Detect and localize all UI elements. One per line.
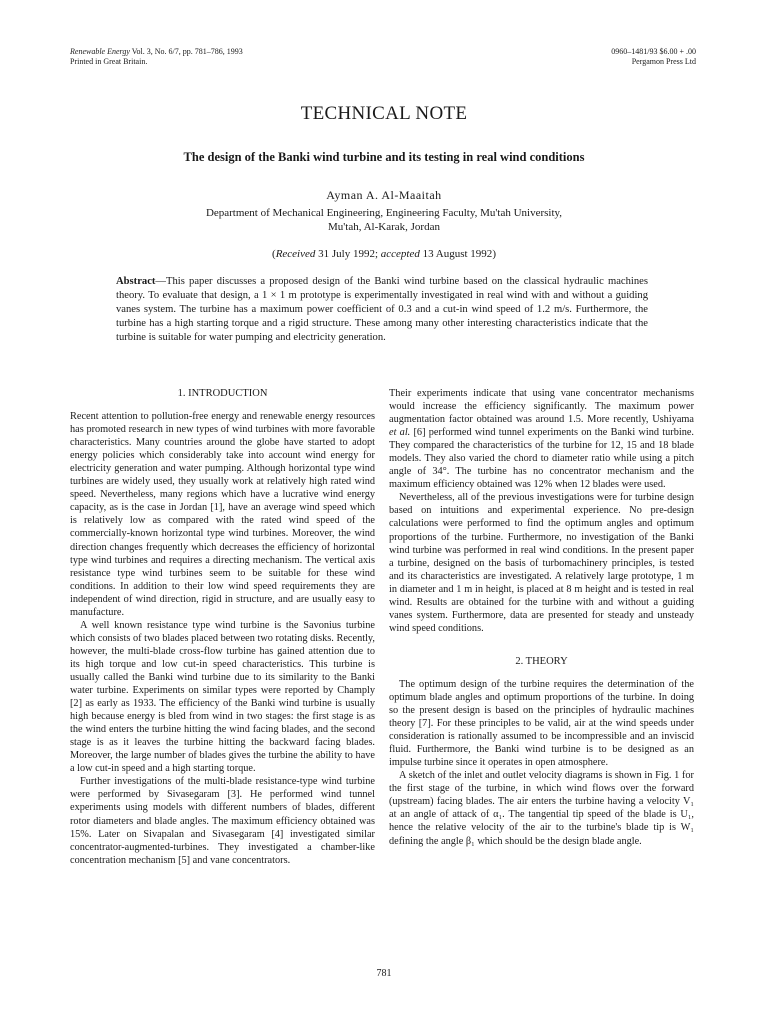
journal-citation (70, 47, 243, 67)
abstract (116, 275, 648, 345)
affiliation (100, 206, 668, 234)
right-column (389, 387, 694, 848)
received-date: 31 July 1992; (315, 248, 381, 260)
intro-paragraph-1: Recent attention to pollution-free energy and renewable energy resources has promoted research in new types of wind turbines with more favorable characteristics. Many countries around the globe have started to adopt energy policies which considerably take into account wind energy for electricity generation and water pumping. Although horizontal type wind turbines are widely used, they usually work at relatively high rated wind speed. Nevertheless, many regions which have a lucrative wind energy capacity, as is the case in Jordan [1], have an average wind speed which is relatively low as compared with the rated wind speed of the commercially-known horizontal type wind turbines. Moreover, the wind direction changes frequently which decreases the efficiency of horizontal type wind turbines and requires a directing mechanism. The vertical axis resistance type wind turbines seem to be suitable for these wind conditions. In addition to their low wind speed requirements they are independent of wind direction, rigid in structure, and are usually easy to manufacture. (70, 411, 375, 618)
issn-block (611, 47, 696, 67)
received-label: Received (275, 248, 316, 260)
abstract-label: Abstract (116, 276, 156, 287)
intro-paragraph-5: Nevertheless, all of the previous investigations were for turbine design based on intuitions and experimental experience. No pre-design calculations were performed to find the optimum angles and optimum proportions of the turbine. Furthermore, no investigation of the Banki wind turbine was performed in real wind conditions. In the present paper a turbine, designed on the basis of turbomachinery principles, is tested and its characteristics are investigated. A relatively large prototype, 1 m in diameter and 1 m in height, is placed at 8 m height and is tested in real wind. Results are obtained for the turbine with and without a guiding vanes system. Furthermore, data are presented for steady and unsteady wind speed conditions. (389, 492, 694, 634)
abstract-text: —This paper discusses a proposed design of the Banki wind turbine based on the classical hydraulic machines theory. To evaluate that design, a 1 × 1 m prototype is experimentally investigated in real wind with and without a guiding vanes system. The turbine has a maximum power coefficient of 0.3 and a cut-in wind speed of 1.2 m/s. Furthermore, the turbine has a high starting torque and a rigid structure. These among many other interesting characteristics indicate that the turbine is suitable for water pumping and electricity generation. (116, 276, 648, 343)
printed-note: Printed in Great Britain. (70, 57, 148, 66)
theory-heading: 2. THEORY (515, 655, 568, 667)
affiliation-line-1: Department of Mechanical Engineering, Engineering Faculty, Mu'tah University, (205, 207, 563, 219)
theory-paragraph-2: A sketch of the inlet and outlet velocity diagrams is shown in Fig. 1 for the first stage of the turbine, in which wind flows over the forward (upstream) facing blades. The air enters the turbine having a velocity V₁ at an angle of attack of α₁. The tangential tip speed of the blade is U₁, hence the relative velocity of the air to the turbine's blade tip is W₁ defining the angle β₁ which should be the design blade angle. (389, 770, 694, 847)
issn: 0960–1481/93 $6.00 + .00 (611, 47, 696, 56)
left-column (70, 387, 375, 867)
theory-paragraph-1: The optimum design of the turbine requires the determination of the optimum blade angles and optimum proportions of the turbine. In doing so the present design is based on the principles of hydraulic machines theory [7]. For these principles to be valid, air at the wind speeds under consideration is rationally assumed to be incompressible and an inviscid fluid. Furthermore, the Banki wind turbine is to be designed as an impulse turbine since it operates in open atmosphere. (389, 678, 694, 769)
received-accepted-dates: (Received 31 July 1992; accepted 13 August 1992) (272, 248, 496, 260)
para4-text-b: [6] performed wind tunnel experiments on the Banki wind turbine. They compared the characteristics of the turbine for 12, 15 and 18 blade models. They also varied the chord to diameter ratio while using a pitch angle of 34°. The turbine has no concentrator mechanism and the maximum efficiency obtained was 12% when 12 blades were used. (389, 427, 695, 491)
page-number: 781 (376, 968, 392, 979)
volume-info: Vol. 3, No. 6/7, pp. 781–786, 1993 (129, 47, 243, 56)
paper-title: The design of the Banki wind turbine and its testing in real wind conditions (183, 150, 585, 164)
author-name: Ayman A. Al-Maaitah (326, 188, 442, 202)
journal-name: Renewable Energy (70, 47, 130, 56)
introduction-heading: 1. INTRODUCTION (177, 388, 268, 399)
publisher: Pergamon Press Ltd (631, 57, 696, 66)
intro-paragraph-4 (389, 387, 694, 491)
intro-paragraph-2: A well known resistance type wind turbine is the Savonius turbine which consists of two blades placed between two rotating disks. Recently, however, the multi-blade cross-flow turbine has gained attention due to its high torque and low cut-in speed characteristics. This turbine is usually called the Banki wind turbine due to its similarity to the Banki water turbine. Experiments on similar types were reported by Champly [2] as early as 1933. The efficiency of the Banki wind turbine is usually high because energy is bled from wind in two stages: the first stage is as the wind enters the turbine hitting the wind facing blades, and the second stage is as it leaves the turbine hitting the backward facing blades. Moreover, the large number of blades gives the turbine the ability to have a low cut-in speed and a high starting torque. (70, 619, 375, 775)
et-al: et al. (389, 427, 411, 439)
accepted-label: accepted (380, 248, 420, 260)
section-type: TECHNICAL NOTE (300, 103, 468, 124)
intro-paragraph-3: Further investigations of the multi-blade resistance-type wind turbine were performed by Sivasegaram [3]. He performed wind tunnel experiments using models with different numbers of blades, different rotor diameters and blade angles. The maximum efficiency obtained was 15%. Later on Sivapalan and Sivasegaram [4] investigated similar concentrator-augmented-turbines. They investigated a chamber-like concentration mechanism [5] and vane concentrators. (70, 776, 375, 866)
para4-text-a: Their experiments indicate that using vane concentrator mechanisms would increase the efficiency significantly. The maximum power augmentation factor obtained was around 1.5. More recently, Ushiyama (389, 388, 694, 426)
accepted-date: 13 August 1992 (419, 248, 493, 260)
affiliation-line-2: Mu'tah, Al-Karak, Jordan (328, 221, 440, 233)
